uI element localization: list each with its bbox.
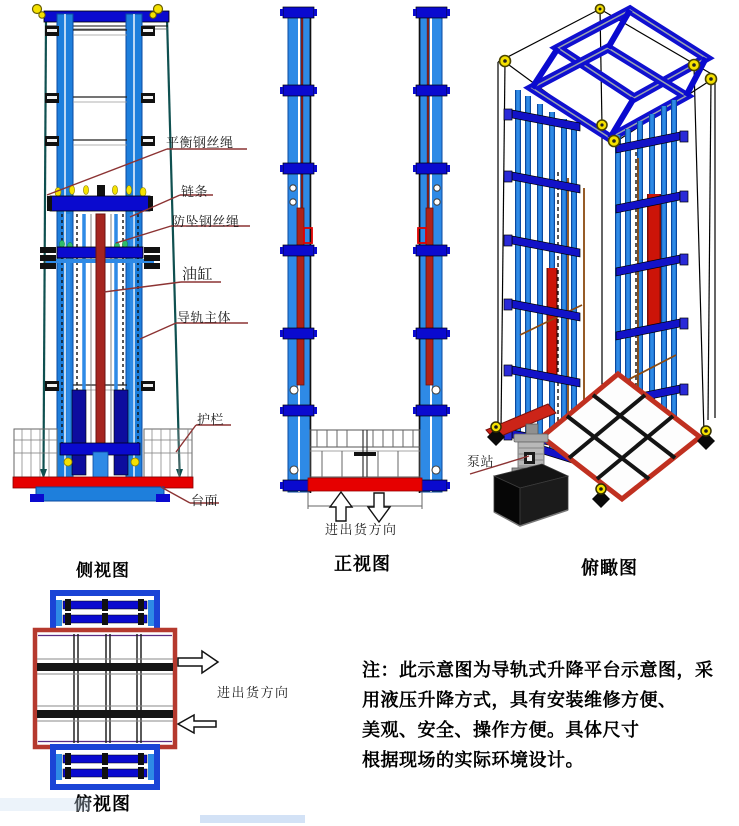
down-arrow-icon (368, 493, 390, 522)
label-platform-surface: 台面 (191, 493, 219, 508)
caption-perspective-view: 俯瞰图 (581, 558, 638, 578)
caption-side-view: 侧视图 (76, 561, 130, 580)
dimension-line (308, 492, 422, 509)
label-balance-rope: 平衡钢丝绳 (166, 135, 234, 150)
upper-drive-assembly (53, 593, 157, 633)
platform-bar-front (308, 478, 422, 491)
front-column (280, 7, 317, 493)
label-chain: 链条 (181, 184, 209, 199)
top-beam-and-pulleys (33, 5, 170, 30)
note-line-3: 美观、安全、操作方便。具体尺寸 (362, 720, 640, 740)
label-oil-cylinder: 油缸 (182, 266, 214, 283)
caption-front-view: 正视图 (334, 554, 391, 574)
direction-arrows-front (330, 492, 390, 522)
side-view-drawing (0, 0, 275, 555)
lower-drive-assembly (53, 747, 157, 787)
perspective-view-drawing (468, 0, 739, 555)
note-line-1: 注：此示意图为导轨式升降平台示意图，采 (362, 660, 714, 680)
front-view-drawing (275, 0, 455, 550)
up-arrow-icon (330, 492, 352, 521)
oil-cylinder-side (96, 214, 105, 454)
label-rail-body: 导轨主体 (177, 310, 232, 325)
label-pump-station: 泵站 (467, 454, 495, 469)
scan-artifact-smudge (0, 798, 90, 811)
top-direction-label: 进出货方向 (217, 685, 290, 700)
note-block (362, 655, 739, 775)
top-view-drawing (18, 588, 318, 826)
base-frame (30, 487, 170, 502)
note-line-2: 用液压升降方式，具有安装维修方便、 (362, 690, 677, 710)
direction-arrows-top (178, 651, 218, 733)
guard-rail-gate (310, 430, 420, 477)
note-line-4: 根据现场的实际环境设计。 (362, 750, 584, 770)
left-arrow-icon (178, 715, 216, 733)
front-direction-label: 进出货方向 (325, 522, 398, 537)
platform-grid-top (35, 630, 175, 747)
scan-artifact-strip (200, 815, 305, 823)
platform-surface-side (13, 477, 193, 488)
label-antifall-rope: 防坠钢丝绳 (172, 214, 240, 229)
right-arrow-icon (178, 651, 218, 673)
caption-top-view: 俯视图 (74, 794, 131, 814)
label-guardrail: 护栏 (197, 412, 225, 427)
